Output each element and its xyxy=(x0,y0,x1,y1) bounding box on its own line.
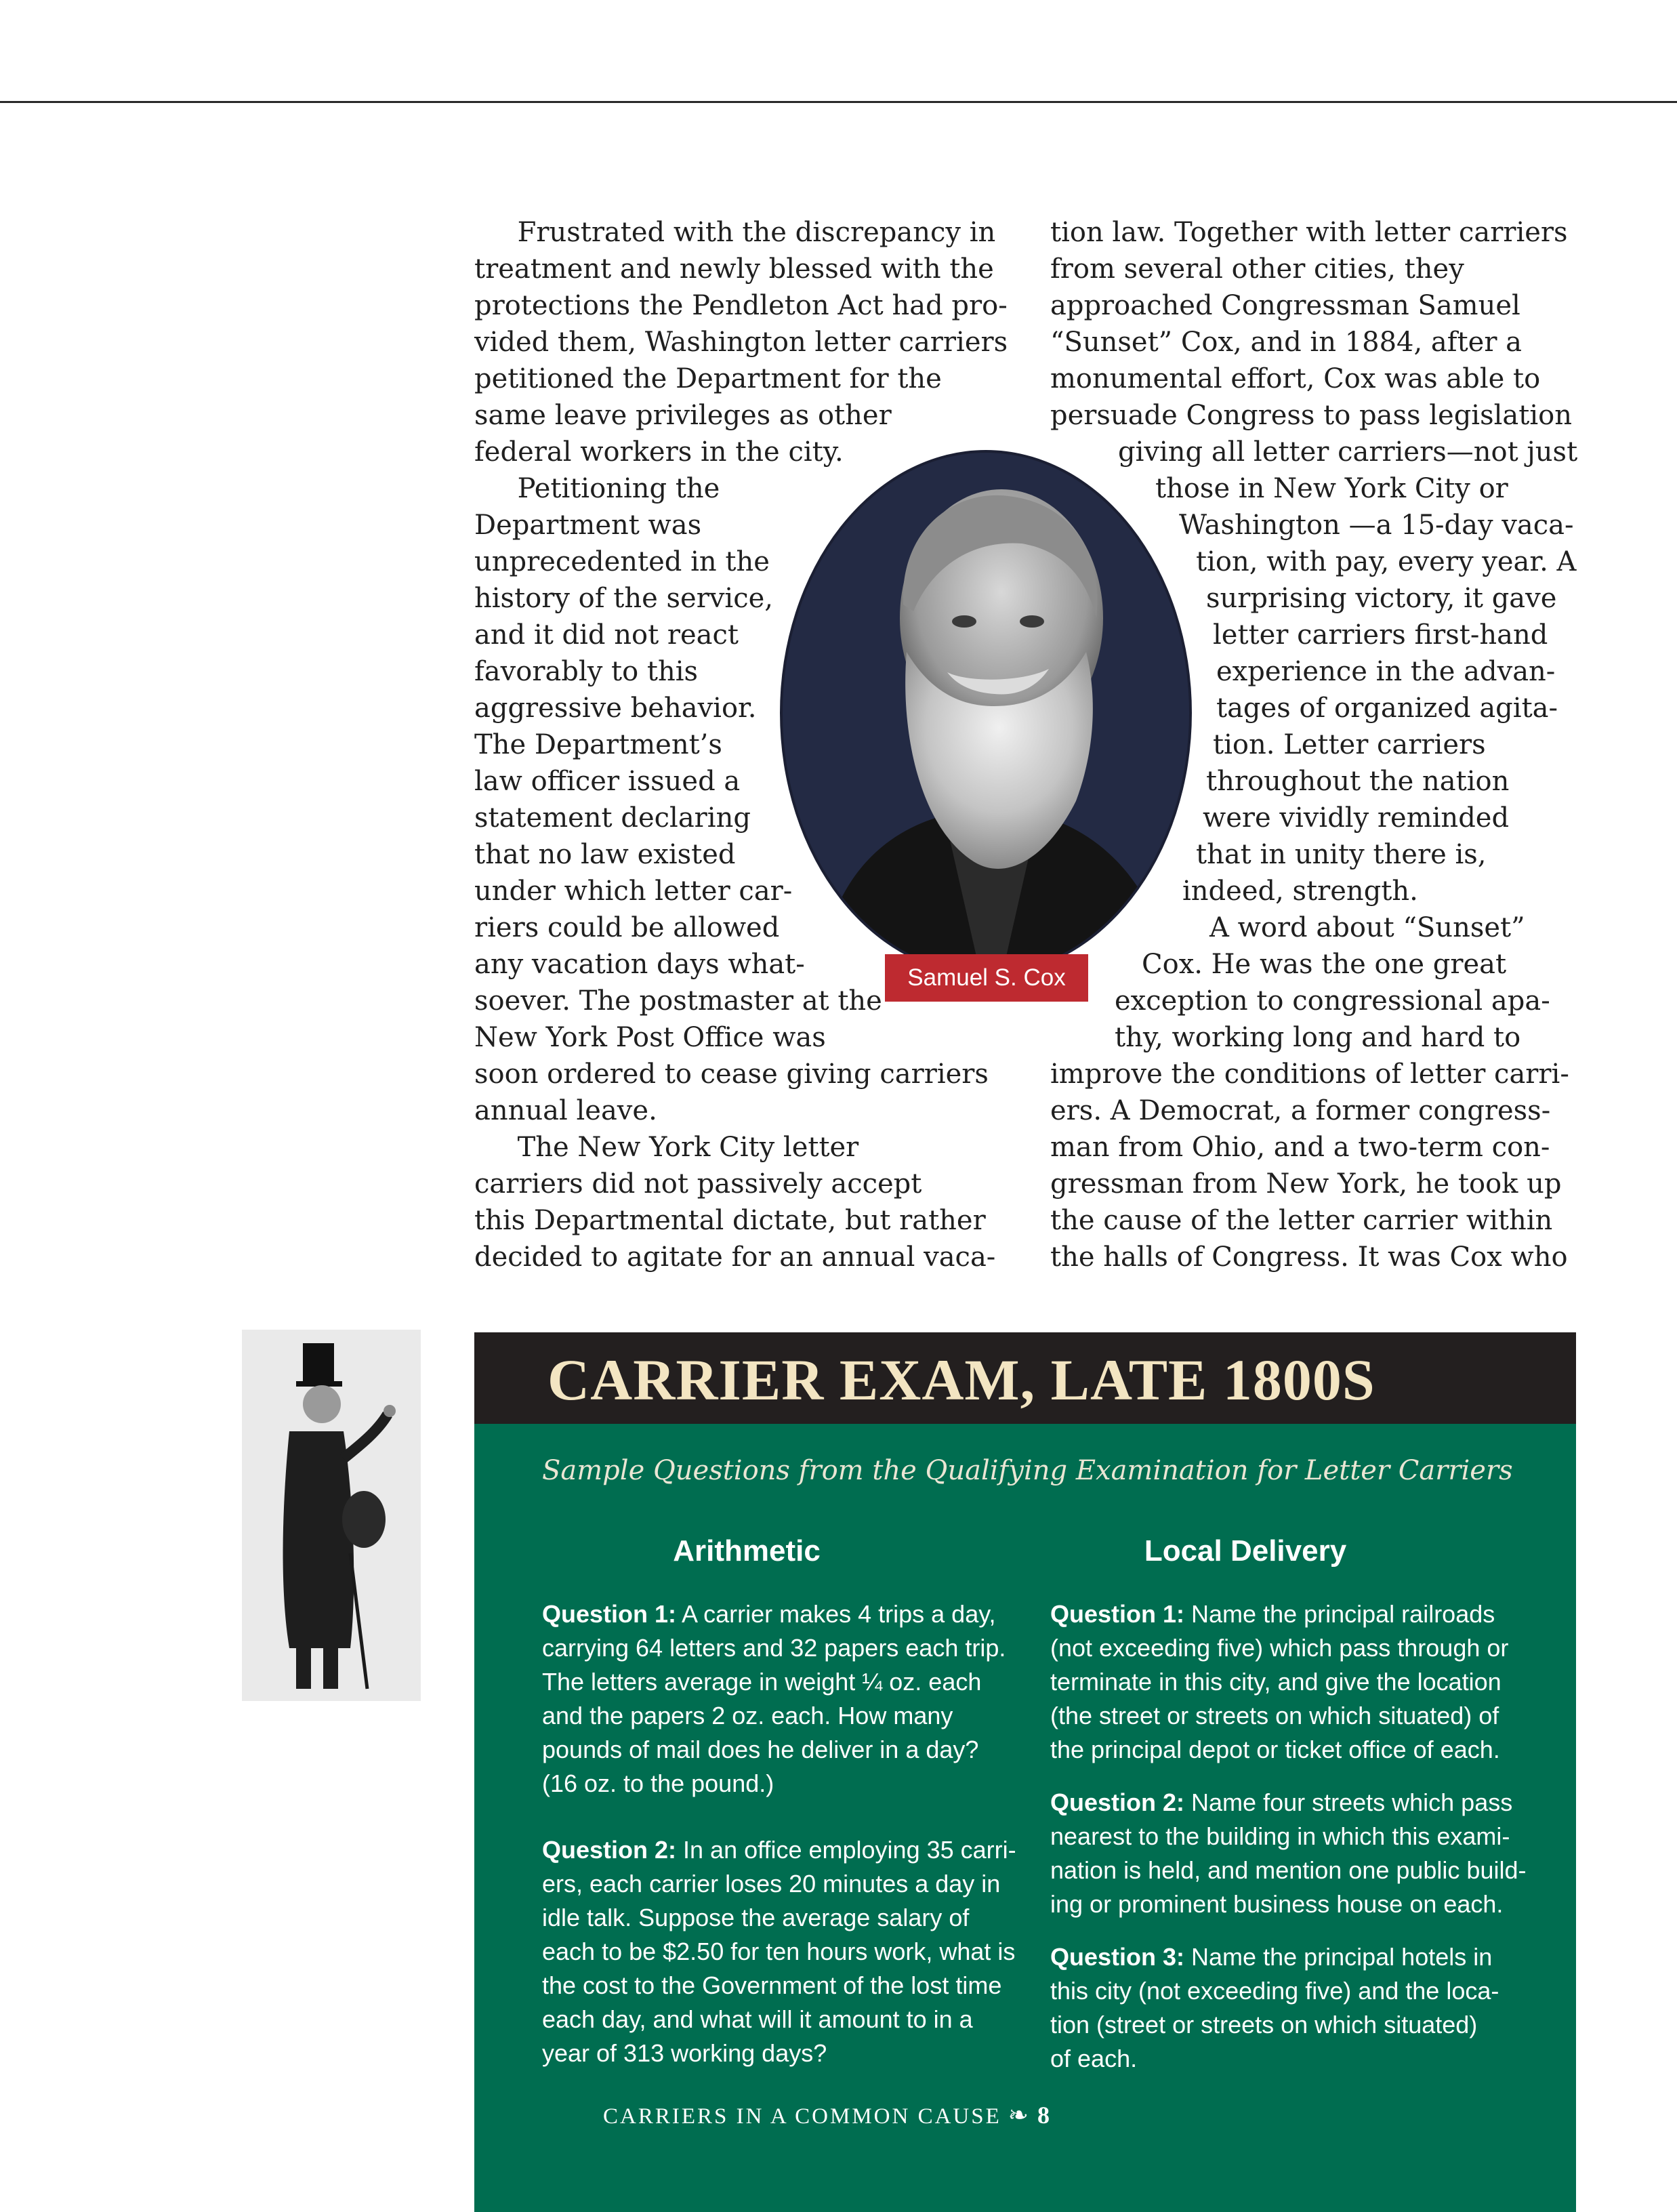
page-number: 8 xyxy=(1037,2102,1052,2129)
question-text-line: each to be $2.50 for ten hours work, what is xyxy=(542,1938,1016,1965)
text-line: monumental effort, Cox was able to xyxy=(1050,363,1541,394)
sidebar-header xyxy=(474,1332,1576,1424)
question-label: Question 2: xyxy=(542,1836,677,1864)
text-line: Frustrated with the discrepancy in xyxy=(474,217,996,248)
page-footer xyxy=(603,2102,1052,2130)
text-line: tion, with pay, every year. A xyxy=(1196,546,1577,577)
question-text-line: (16 oz. to the pound.) xyxy=(542,1769,774,1797)
text-line: gressman from New York, he took up xyxy=(1050,1168,1562,1200)
question-text-line: Name the principal hotels in xyxy=(1184,1943,1493,1971)
text-line: this Departmental dictate, but rather xyxy=(474,1205,986,1236)
text-line: under which letter car- xyxy=(474,876,793,907)
text-line: soon ordered to cease giving carriers xyxy=(474,1059,989,1090)
local-delivery-question-2 xyxy=(1050,1786,1526,1921)
text-line: and it did not react xyxy=(474,619,739,651)
question-text-line: nation is held, and mention one public build- xyxy=(1050,1856,1527,1884)
text-line: the halls of Congress. It was Cox who xyxy=(1050,1242,1568,1273)
question-label: Question 3: xyxy=(1050,1943,1185,1971)
text-line: Petitioning the xyxy=(474,473,720,504)
text-line: Cox. He was the one great xyxy=(1142,949,1507,980)
text-line: man from Ohio, and a two-term con- xyxy=(1050,1132,1550,1163)
text-line: carriers did not passively accept xyxy=(474,1168,922,1200)
text-line: The Department’s xyxy=(474,729,722,760)
local-delivery-question-1 xyxy=(1050,1597,1508,1767)
question-text-line: the principal depot or ticket office of each. xyxy=(1050,1736,1500,1763)
text-line: New York Post Office was xyxy=(474,1022,826,1053)
question-text-line: In an office employing 35 carri- xyxy=(676,1836,1016,1864)
text-line: petitioned the Department for the xyxy=(474,363,942,394)
text-line: same leave privileges as other xyxy=(474,400,892,431)
text-line: “Sunset” Cox, and in 1884, after a xyxy=(1050,327,1522,358)
question-text-line: year of 313 working days? xyxy=(542,2039,827,2067)
text-line: Washington —a 15-day vaca- xyxy=(1179,510,1574,541)
text-line: law officer issued a xyxy=(474,766,741,797)
text-line: experience in the advan- xyxy=(1216,656,1556,687)
text-line: giving all letter carriers—not just xyxy=(1118,436,1578,468)
text-line: that no law existed xyxy=(474,839,736,870)
text-line: exception to congressional apa- xyxy=(1115,985,1550,1017)
text-line: tages of organized agita- xyxy=(1216,693,1558,724)
question-text-line: and the papers 2 oz. each. How many xyxy=(542,1702,953,1729)
question-text-line: this city (not exceeding five) and the loca- xyxy=(1050,1977,1499,2005)
question-text-line: ers, each carrier loses 20 minutes a day in xyxy=(542,1870,1001,1898)
text-line: that in unity there is, xyxy=(1196,839,1487,870)
text-line: persuade Congress to pass legislation xyxy=(1050,400,1572,431)
question-label: Question 2: xyxy=(1050,1788,1185,1816)
text-line: from several other cities, they xyxy=(1050,253,1464,285)
text-line: soever. The postmaster at the xyxy=(474,985,882,1017)
text-line: thy, working long and hard to xyxy=(1115,1022,1521,1053)
text-line: throughout the nation xyxy=(1206,766,1510,797)
question-text-line: each day, and what will it amount to in a xyxy=(542,2005,973,2033)
samuel-cox-portrait xyxy=(778,449,1194,977)
question-text-line: carrying 64 letters and 32 papers each trip. xyxy=(542,1634,1006,1662)
question-text-line: pounds of mail does he deliver in a day? xyxy=(542,1736,979,1763)
local-delivery-heading: Local Delivery xyxy=(1144,1534,1347,1568)
arithmetic-question-2 xyxy=(542,1833,1016,2070)
sidebar-title: CARRIER EXAM, LATE 1800S xyxy=(547,1347,1375,1412)
question-label: Question 1: xyxy=(542,1600,677,1628)
question-text-line: tion (street or streets on which situated) xyxy=(1050,2011,1478,2039)
question-text-line: terminate in this city, and give the location xyxy=(1050,1668,1502,1696)
text-line: tion. Letter carriers xyxy=(1213,729,1486,760)
letter-carrier-sketch xyxy=(242,1330,421,1701)
text-line: were vividly reminded xyxy=(1203,802,1510,834)
question-text-line: of each. xyxy=(1050,2045,1138,2072)
text-line: those in New York City or xyxy=(1155,473,1508,504)
text-line: letter carriers first-hand xyxy=(1213,619,1548,651)
text-line: any vacation days what- xyxy=(474,949,805,980)
text-line: ers. A Democrat, a former congress- xyxy=(1050,1095,1551,1126)
question-label: Question 1: xyxy=(1050,1600,1185,1628)
portrait-caption: Samuel S. Cox xyxy=(885,954,1088,1002)
text-line: approached Congressman Samuel xyxy=(1050,290,1520,321)
text-line: improve the conditions of letter carri- xyxy=(1050,1059,1569,1090)
question-text-line: idle talk. Suppose the average salary of xyxy=(542,1904,970,1931)
text-line: surprising victory, it gave xyxy=(1206,583,1557,614)
text-line: riers could be allowed xyxy=(474,912,780,943)
text-line: aggressive behavior. xyxy=(474,693,757,724)
text-line: the cause of the letter carrier within xyxy=(1050,1205,1553,1236)
question-text-line: the cost to the Government of the lost time xyxy=(542,1971,1002,1999)
text-line: unprecedented in the xyxy=(474,546,770,577)
text-line: history of the service, xyxy=(474,583,773,614)
sidebar-body xyxy=(474,1424,1576,2212)
text-line: tion law. Together with letter carriers xyxy=(1050,217,1568,248)
question-text-line: ing or prominent business house on each. xyxy=(1050,1890,1504,1918)
text-line: protections the Pendleton Act had pro- xyxy=(474,290,1008,321)
question-text-line: nearest to the building in which this exami- xyxy=(1050,1822,1510,1850)
local-delivery-question-3 xyxy=(1050,1940,1499,2076)
question-text-line: (not exceeding five) which pass through or xyxy=(1050,1634,1509,1662)
arithmetic-question-1 xyxy=(542,1597,1006,1801)
text-line: decided to agitate for an annual vaca- xyxy=(474,1242,996,1273)
sidebar-subtitle: Sample Questions from the Qualifying Examination for Letter Carriers xyxy=(542,1455,1513,1486)
text-line: The New York City letter xyxy=(474,1132,859,1163)
top-rule xyxy=(0,101,1677,103)
text-line: statement declaring xyxy=(474,802,751,834)
question-text-line: (the street or streets on which situated) of xyxy=(1050,1702,1499,1729)
text-line: annual leave. xyxy=(474,1095,657,1126)
fleuron-icon: ❧ xyxy=(1008,2102,1031,2129)
arithmetic-heading: Arithmetic xyxy=(673,1534,821,1568)
footer-running-title: CARRIERS IN A COMMON CAUSE xyxy=(603,2104,1001,2129)
question-text-line: The letters average in weight ¼ oz. each xyxy=(542,1668,982,1696)
question-text-line: Name the principal railroads xyxy=(1184,1600,1495,1628)
question-text-line: A carrier makes 4 trips a day, xyxy=(676,1600,996,1628)
text-line: Department was xyxy=(474,510,702,541)
text-line: A word about “Sunset” xyxy=(1209,912,1525,943)
question-text-line: Name four streets which pass xyxy=(1184,1788,1513,1816)
text-line: treatment and newly blessed with the xyxy=(474,253,994,285)
text-line: indeed, strength. xyxy=(1182,876,1418,907)
text-line: federal workers in the city. xyxy=(474,436,844,468)
text-line: favorably to this xyxy=(474,656,699,687)
text-line: vided them, Washington letter carriers xyxy=(474,327,1008,358)
